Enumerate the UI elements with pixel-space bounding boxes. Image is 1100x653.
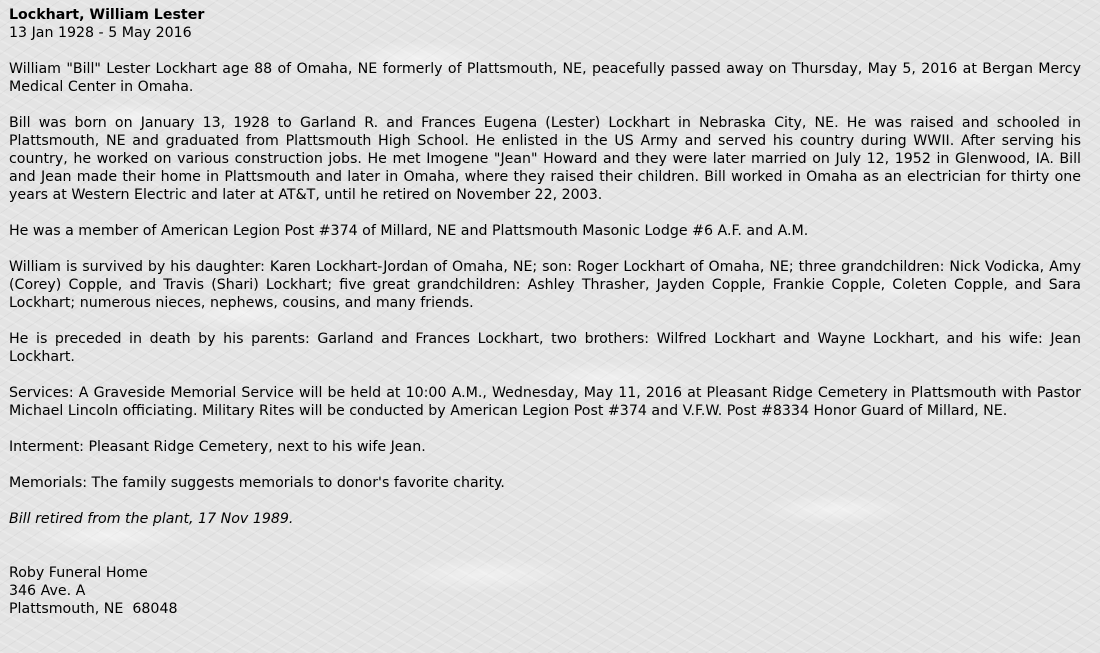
obituary-name: Lockhart, William Lester: [9, 7, 205, 23]
memorials-paragraph: Memorials: The family suggests memorials to donor's favorite charity.: [9, 475, 505, 491]
life-dates: 13 Jan 1928 - 5 May 2016: [9, 25, 192, 41]
funeral-home-address: [9, 564, 1081, 618]
intro-paragraph: William "Bill" Lester Lockhart age 88 of Omaha, NE formerly of Plattsmouth, NE, peacefully passed away on Thursday, May 5, 2016 at Bergan Mercy Medical Center in Omaha.: [9, 61, 1081, 95]
services-paragraph: Services: A Graveside Memorial Service will be held at 10:00 A.M., Wednesday, May 11, 2016 at Pleasant Ridge Cemetery in Plattsmouth with Pastor Michael Lincoln officiating. Military Rites will be conducted by American Legion Post #374 and V.F.W. Post #8334 Honor Guard of Millard, NE.: [9, 385, 1081, 419]
retirement-note: Bill retired from the plant, 17 Nov 1989.: [9, 511, 294, 527]
biography-paragraph: Bill was born on January 13, 1928 to Garland R. and Frances Eugena (Lester) Lockhart in Nebraska City, NE. He was raised and schooled in Plattsmouth, NE and graduated from Plattsmouth High School. He enlisted in the US Army and served his country during WWII. After serving his country, he worked on various construction jobs. He met Imogene "Jean" Howard and they were later married on July 12, 1952 in Glenwood, IA. Bill and Jean made their home in Plattsmouth and later in Omaha, where they raised their children. Bill worked in Omaha as an electrician for thirty one years at Western Electric and later at AT&T, until he retired on November 22, 2003.: [9, 115, 1081, 203]
funeral-home-name: Roby Funeral Home: [9, 565, 148, 581]
memberships-paragraph: He was a member of American Legion Post #374 of Millard, NE and Plattsmouth Masonic Lodge #6 A.F. and A.M.: [9, 223, 809, 239]
funeral-home-street: 346 Ave. A: [9, 583, 86, 599]
survivors-paragraph: William is survived by his daughter: Karen Lockhart-Jordan of Omaha, NE; son: Roger Lockhart of Omaha, NE; three grandchildren: Nick Vodicka, Amy (Corey) Copple, and Travis (Shari) Lockhart; five great grandchildren: Ashley Thrasher, Jayden Copple, Frankie Copple, Coleten Copple, and Sara Lockhart; numerous nieces, nephews, cousins, and many friends.: [9, 259, 1081, 311]
obituary-document: [9, 6, 1081, 618]
interment-paragraph: Interment: Pleasant Ridge Cemetery, next to his wife Jean.: [9, 439, 426, 455]
preceded-paragraph: He is preceded in death by his parents: Garland and Frances Lockhart, two brothers: Wilfred Lockhart and Wayne Lockhart, and his wife: Jean Lockhart.: [9, 331, 1081, 365]
funeral-home-city: Plattsmouth, NE 68048: [9, 601, 178, 617]
